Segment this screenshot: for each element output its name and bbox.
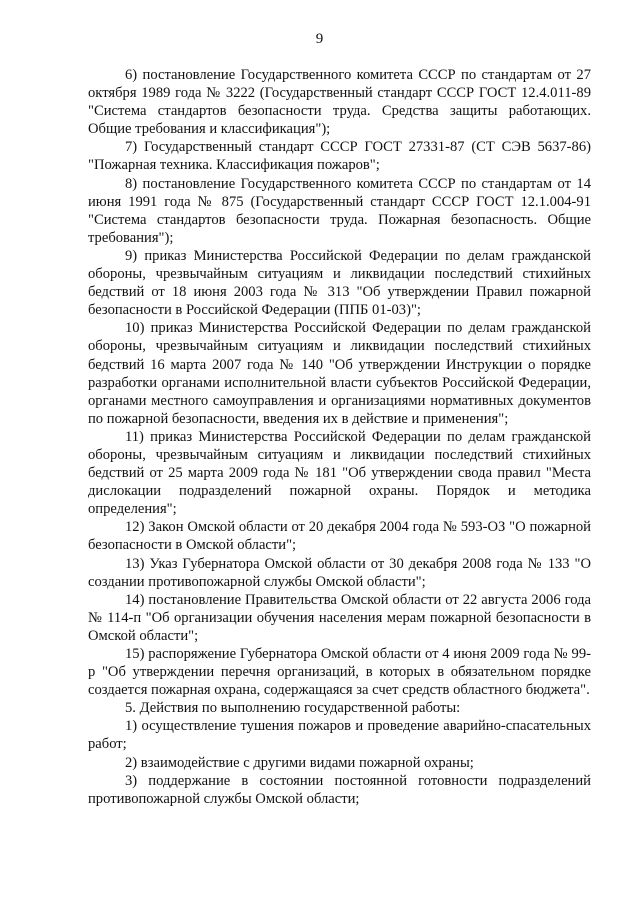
paragraph-item-15: 15) распоряжение Губернатора Омской области от 4 июня 2009 года № 99-р "Об утверждении перечня организаций, в которых в обязательном порядке создается пожарная охрана, содержащаяся за счет средств областного бюджета".: [88, 646, 591, 699]
action-item-3: 3) поддержание в состоянии постоянной готовности подразделений противопожарной службы Омской области;: [88, 772, 591, 807]
document-body: [88, 66, 591, 808]
action-item-2: 2) взаимодействие с другими видами пожарной охраны;: [125, 754, 474, 771]
section-heading-5: 5. Действия по выполнению государственной работы:: [125, 700, 461, 717]
paragraph-item-9: 9) приказ Министерства Российской Федерации по делам гражданской обороны, чрезвычайным ситуациям и ликвидации последствий стихийных бедствий от 18 июня 2003 года № 313 "Об утверждении Правил пожарной безопасности в Российской Федерации (ППБ 01-03)";: [88, 247, 591, 319]
paragraph-item-14: 14) постановление Правительства Омской области от 22 августа 2006 года № 114-п "Об организации обучения населения мерам пожарной безопасности в Омской области";: [88, 591, 591, 644]
paragraph-item-10: 10) приказ Министерства Российской Федерации по делам гражданской обороны, чрезвычайным ситуациям и ликвидации последствий стихийных бедствий 16 марта 2007 года № 140 "Об утверждении Инструкции о порядке разработки органами исполнительной власти субъектов Российской Федерации, органами местного самоуправления и организациями нормативных документов по пожарной безопасности, введения их в действие и применения";: [88, 320, 591, 427]
page-number: 9: [315, 31, 324, 47]
paragraph-item-11: 11) приказ Министерства Российской Федерации по делам гражданской обороны, чрезвычайным ситуациям и ликвидации последствий стихийных бедствий от 25 марта 2009 года № 181 "Об утверждении свода правил "Места дислокации подразделений пожарной охраны. Порядок и методика определения";: [88, 428, 591, 518]
paragraph-item-8: 8) постановление Государственного комитета СССР по стандартам от 14 июня 1991 года № 875 (Государственный стандарт СССР ГОСТ 12.1.004-91 "Система стандартов безопасности труда. Пожарная безопасность. Общие требования");: [88, 175, 591, 246]
paragraph-item-12: 12) Закон Омской области от 20 декабря 2004 года № 593-ОЗ "О пожарной безопасности в Омской области";: [88, 519, 591, 554]
paragraph-item-7: 7) Государственный стандарт СССР ГОСТ 27331-87 (СТ СЭВ 5637-86) "Пожарная техника. Классификация пожаров";: [88, 139, 591, 174]
paragraph-item-6: 6) постановление Государственного комитета СССР по стандартам от 27 октября 1989 года № 3222 (Государственный стандарт СССР ГОСТ 12.4.011-89 "Система стандартов безопасности труда. Средства защиты работающих. Общие требования и классификация");: [88, 67, 591, 138]
action-item-1: 1) осуществление тушения пожаров и проведение аварийно-спасательных работ;: [88, 718, 591, 753]
paragraph-item-13: 13) Указ Губернатора Омской области от 30 декабря 2008 года № 133 "О создании противопожарной службы Омской области";: [88, 555, 591, 590]
